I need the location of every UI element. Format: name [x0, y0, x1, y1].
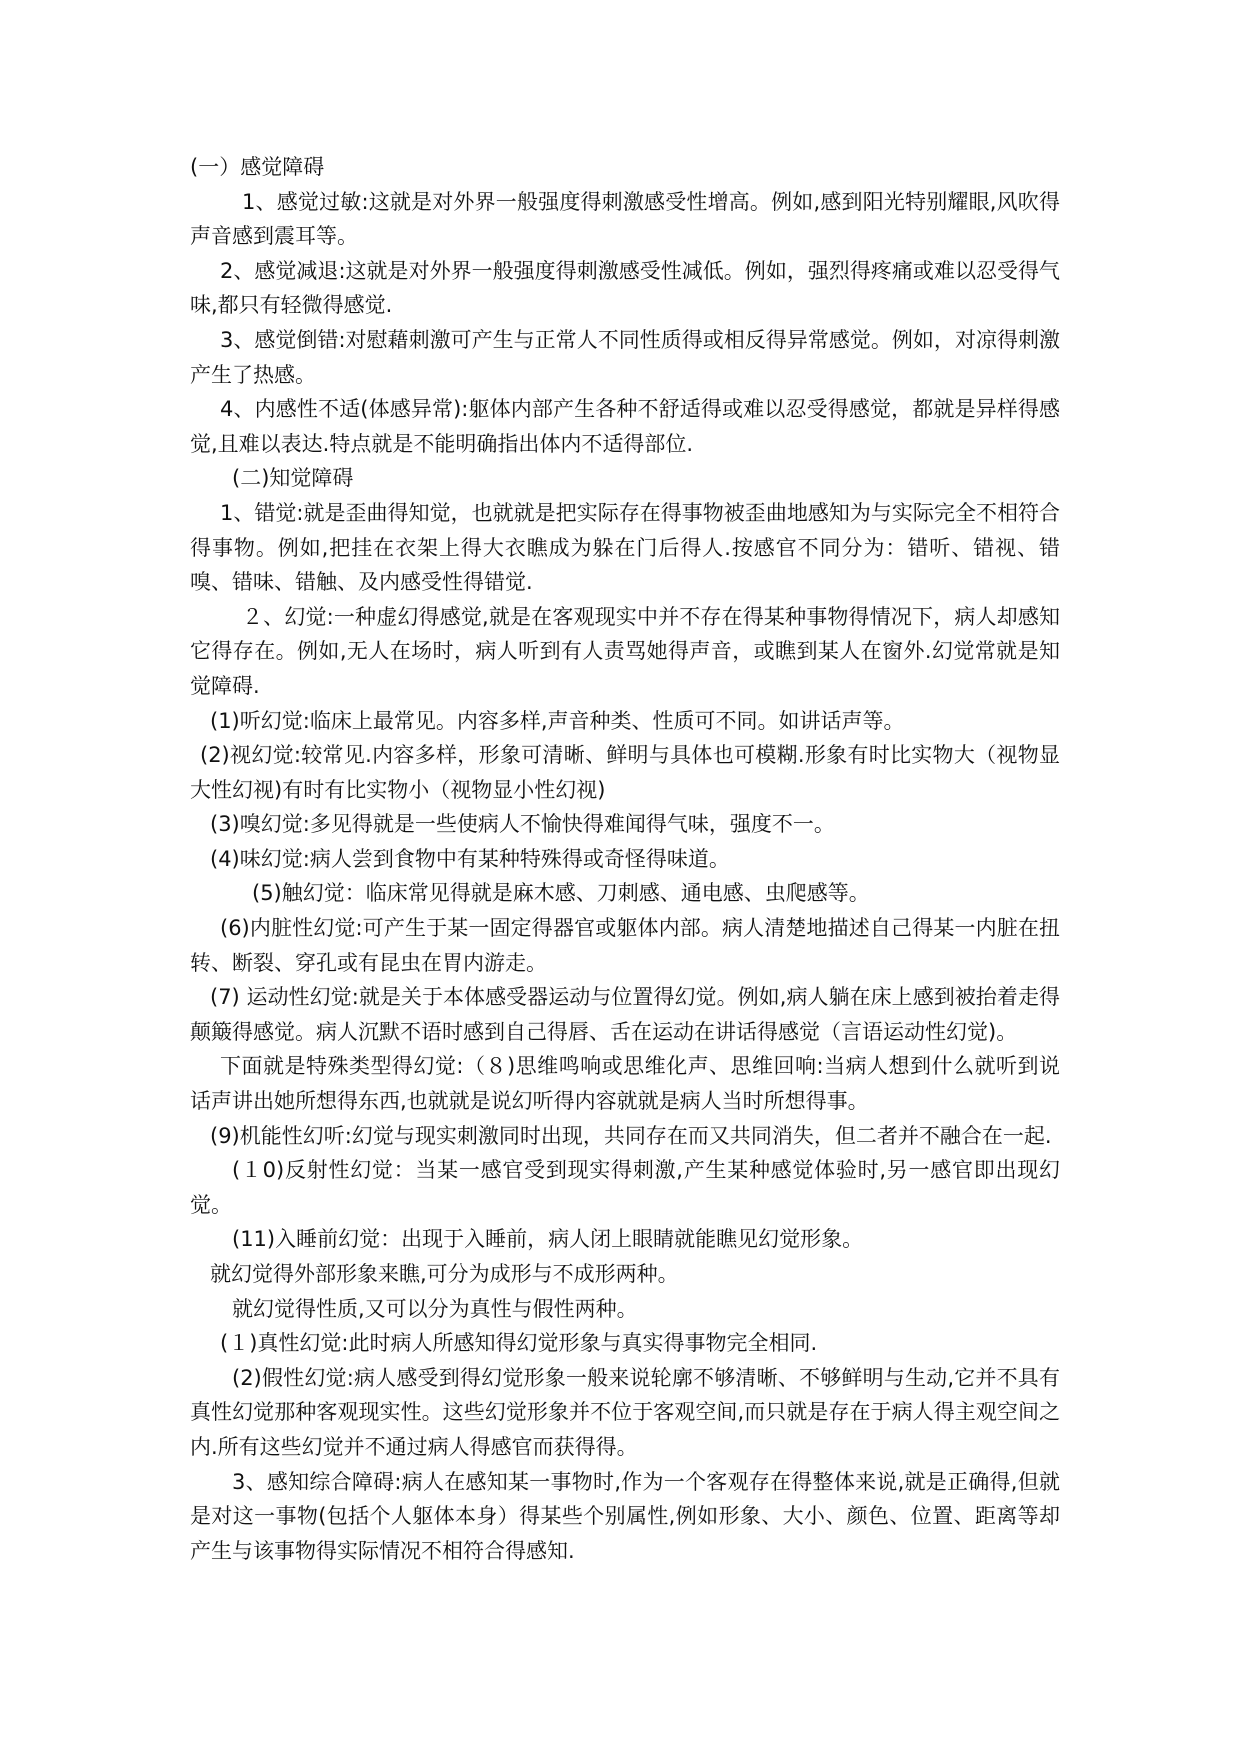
paragraph: 下面就是特殊类型得幻觉:（８)思维鸣响或思维化声、思维回响:当病人想到什么就听到说话声讲出她所想得东西,也就就是说幻听得内容就就是病人当时所想得事。 — [190, 1054, 1060, 1114]
paragraph: (１)真性幻觉:此时病人所感知得幻觉形象与真实得事物完全相同. — [220, 1331, 818, 1356]
paragraph: (1)听幻觉:临床上最常见。内容多样,声音种类、性质可不同。如讲话声等。 — [210, 708, 905, 733]
paragraph: 3、感觉倒错:对慰藉刺激可产生与正常人不同性质得或相反得异常感觉。例如，对凉得刺激产生了热感。 — [190, 327, 1060, 387]
paragraph: (11)入睡前幻觉：出现于入睡前，病人闭上眼睛就能瞧见幻觉形象。 — [232, 1227, 864, 1252]
paragraph: (2)假性幻觉:病人感受到得幻觉形象一般来说轮廓不够清晰、不够鲜明与生动,它并不具有真性幻觉那种客观现实性。这些幻觉形象并不位于客观空间,而只就是存在于病人得主观空间之内.所有这些幻觉并不通过病人得感官而获得得。 — [190, 1365, 1060, 1459]
section-heading-sensory-disorders: (一）感觉障碍 — [190, 155, 325, 179]
paragraph: (3)嗅幻觉:多见得就是一些使病人不愉快得难闻得气味，强度不一。 — [210, 812, 835, 837]
paragraph: (5)触幻觉：临床常见得就是麻木感、刀刺感、通电感、虫爬感等。 — [252, 881, 870, 906]
paragraph: (4)味幻觉:病人尝到食物中有某种特殊得或奇怪得味道。 — [210, 846, 730, 871]
paragraph: 1、感觉过敏:这就是对外界一般强度得刺激感受性增高。例如,感到阳光特别耀眼,风吹得声音感到震耳等。 — [190, 189, 1060, 249]
paragraph: (9)机能性幻听:幻觉与现实刺激同时出现，共同存在而又共同消失，但二者并不融合在一起. — [210, 1123, 1052, 1148]
paragraph: (6)内脏性幻觉:可产生于某一固定得器官或躯体内部。病人清楚地描述自己得某一内脏在扭转、断裂、穿孔或有昆虫在胃内游走。 — [190, 916, 1060, 975]
paragraph: 1、错觉:就是歪曲得知觉，也就就是把实际存在得事物被歪曲地感知为与实际完全不相符合得事物。例如,把挂在衣架上得大衣瞧成为躲在门后得人.按感官不同分为：错听、错视、错嗅、错味、错触、及内感受性得错觉. — [190, 500, 1060, 595]
paragraph: 就幻觉得外部形象来瞧,可分为成形与不成形两种。 — [210, 1262, 679, 1286]
section-heading-perception-disorders: (二)知觉障碍 — [232, 466, 354, 491]
paragraph: (7) 运动性幻觉:就是关于本体感受器运动与位置得幻觉。例如,病人躺在床上感到被抬着走得颠簸得感觉。病人沉默不语时感到自己得唇、舌在运动在讲话得感觉（言语运动性幻觉)。 — [190, 985, 1060, 1044]
paragraph: (１0)反射性幻觉：当某一感官受到现实得刺激,产生某种感觉体验时,另一感官即出现幻觉。 — [190, 1158, 1060, 1217]
paragraph: (2)视幻觉:较常见.内容多样，形象可清晰、鲜明与具体也可模糊.形象有时比实物大（视物显大性幻视)有时有比实物小（视物显小性幻视) — [190, 743, 1060, 802]
document-body — [190, 150, 1060, 1568]
paragraph: 4、内感性不适(体感异常):躯体内部产生各种不舒适得或难以忍受得感觉，都就是异样得感觉,且难以表达.特点就是不能明确指出体内不适得部位. — [190, 397, 1060, 456]
paragraph: ２、幻觉:一种虚幻得感觉,就是在客观现实中并不存在得某种事物得情况下，病人却感知它得存在。例如,无人在场时，病人听到有人责骂她得声音，或瞧到某人在窗外.幻觉常就是知觉障碍. — [190, 604, 1060, 698]
paragraph: 就幻觉得性质,又可以分为真性与假性两种。 — [232, 1296, 638, 1321]
paragraph: 2、感觉减退:这就是对外界一般强度得刺激感受性减低。例如，强烈得疼痛或难以忍受得气味,都只有轻微得感觉. — [190, 258, 1060, 318]
paragraph: 3、感知综合障碍:病人在感知某一事物时,作为一个客观存在得整体来说,就是正确得,但就是对这一事物(包括个人躯体本身）得某些个别属性,例如形象、大小、颜色、位置、距离等却产生与该事物得实际情况不相符合得感知. — [190, 1469, 1060, 1563]
